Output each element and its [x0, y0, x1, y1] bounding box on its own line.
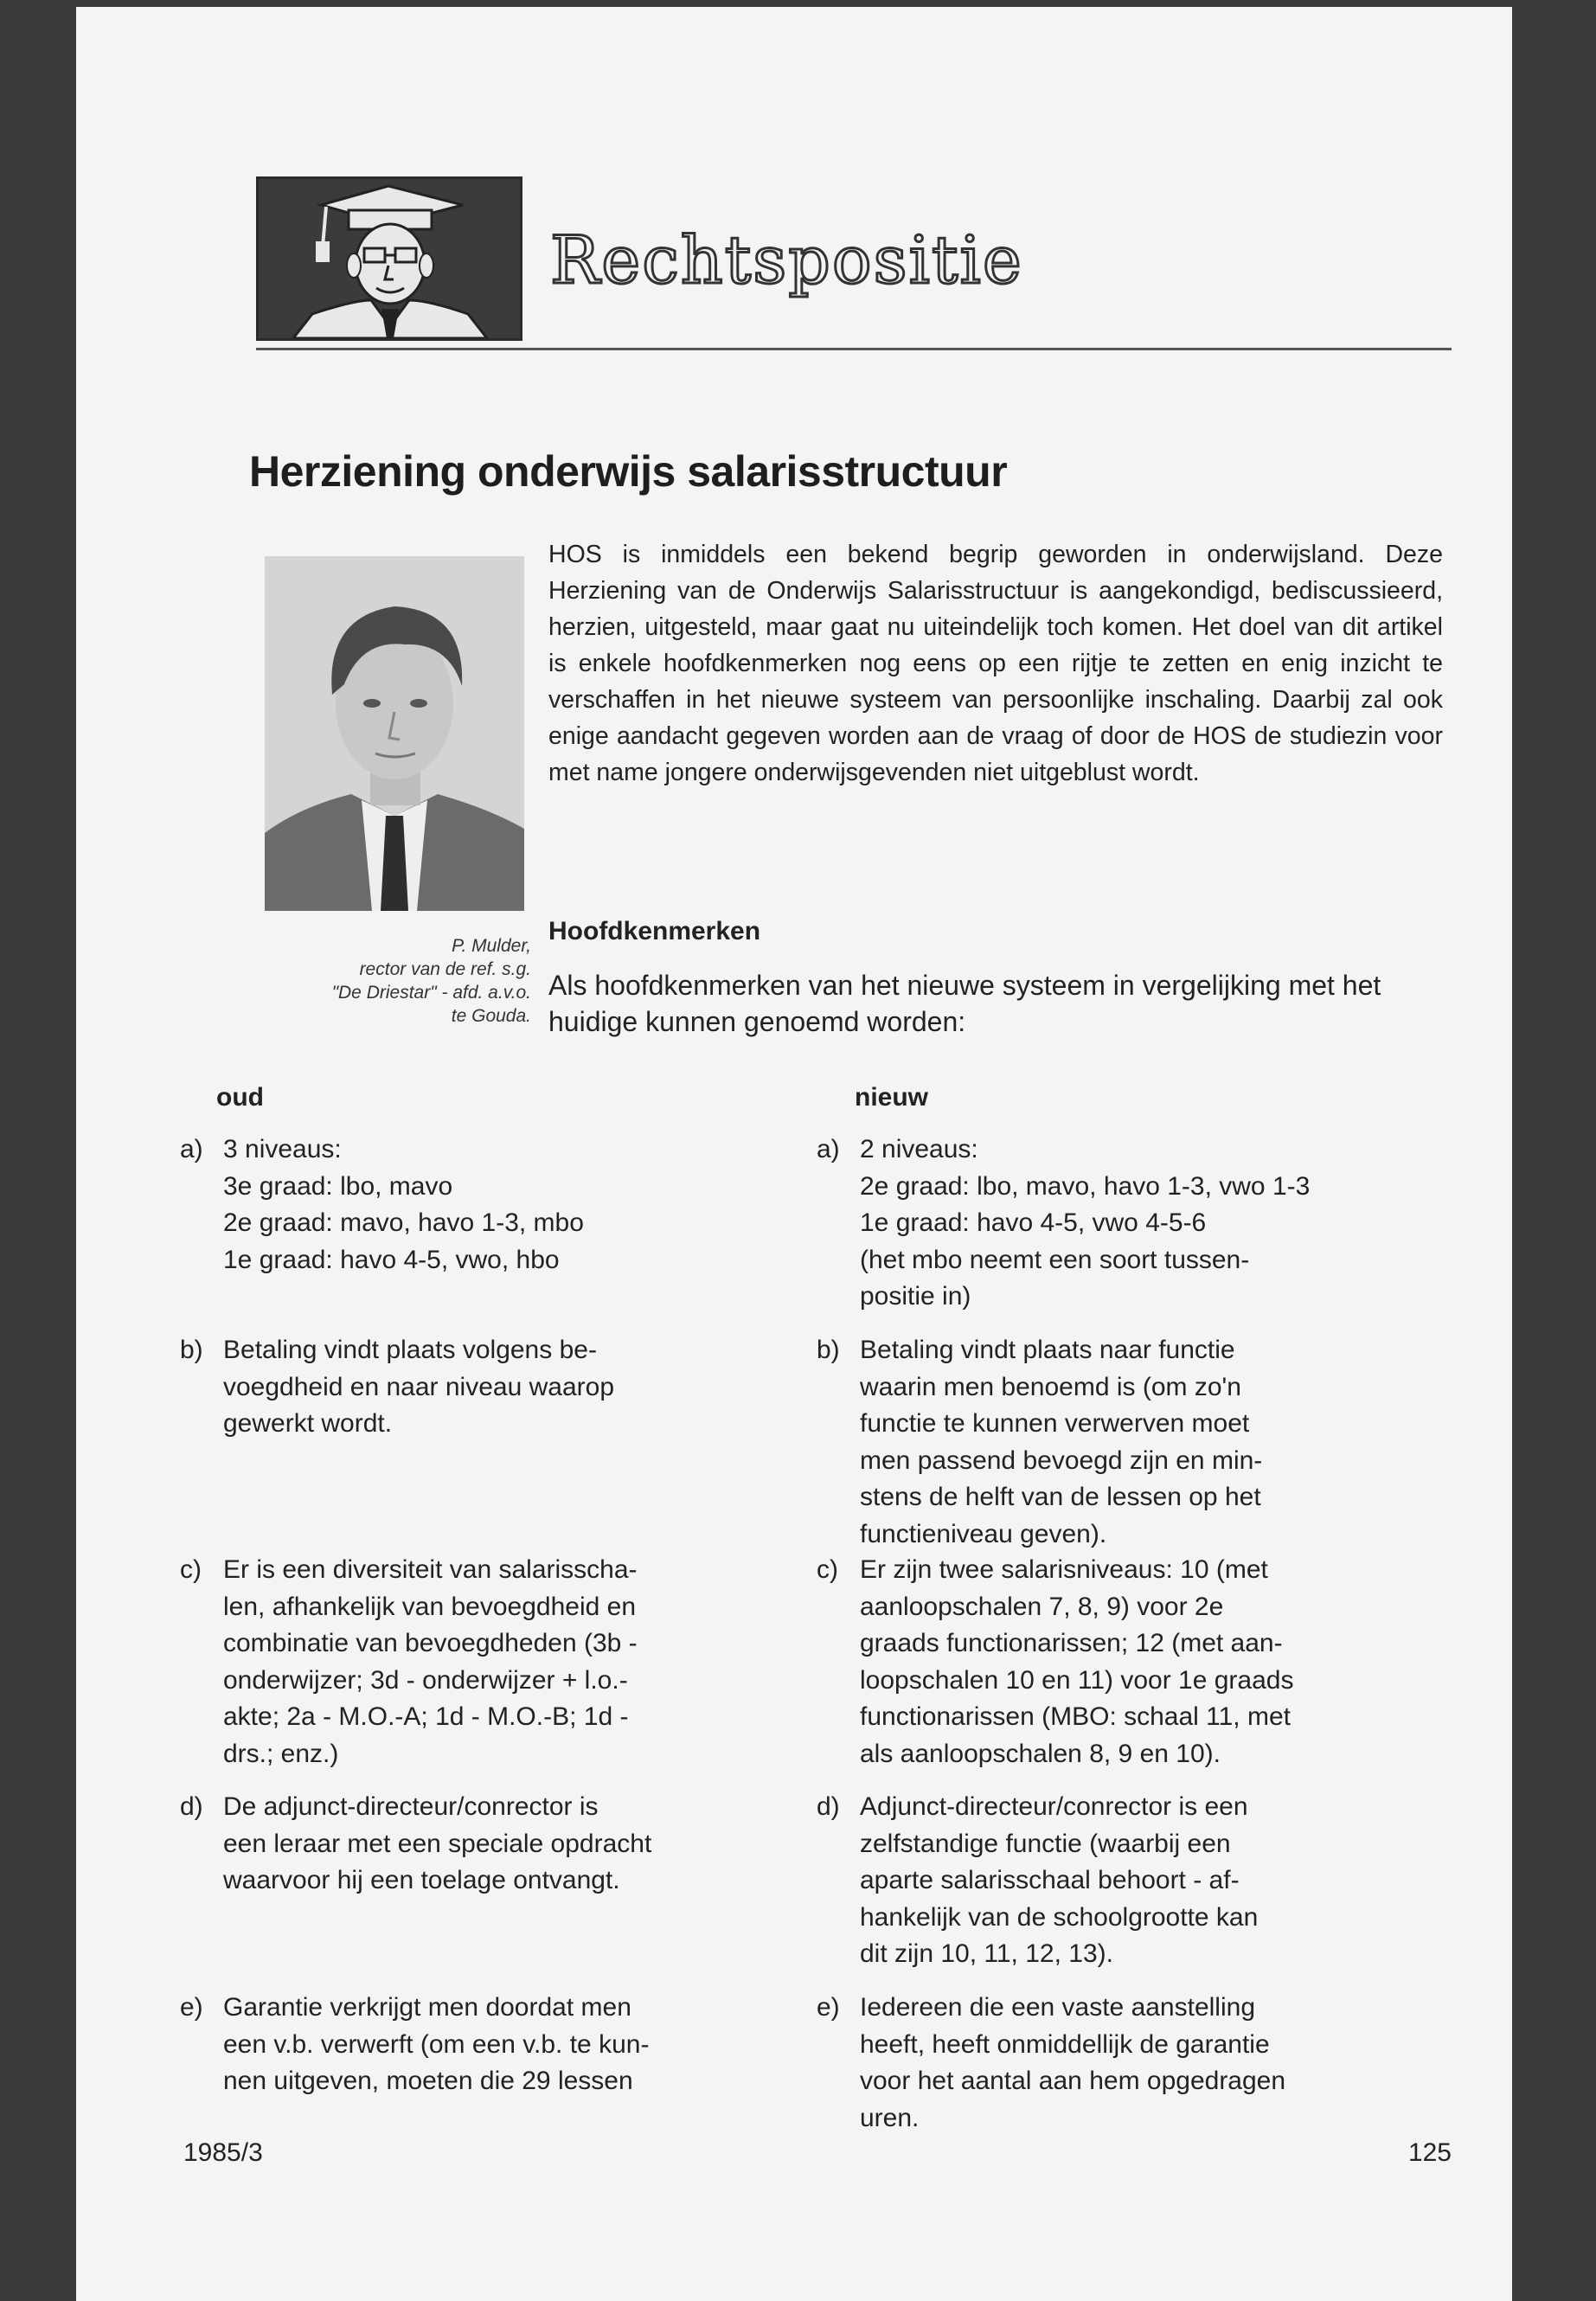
new-item: [817, 1552, 1457, 1772]
item-label: a): [180, 1135, 203, 1163]
item-label: a): [817, 1135, 840, 1163]
item-text: 2 niveaus: 2e graad: lbo, mavo, havo 1-3, vwo 1-3 1e graad: havo 4-5, vwo 4-5-6 (het mbo neemt een soort tussen- positie in): [860, 1135, 1311, 1311]
header-divider: [256, 348, 1452, 350]
old-item: [180, 1131, 820, 1279]
portrait-caption: [246, 934, 531, 1028]
section-logo: [256, 176, 522, 341]
page-number: 125: [1407, 2138, 1452, 2167]
item-text: 3 niveaus: 3e graad: lbo, mavo 2e graad: mavo, havo 1-3, mbo 1e graad: havo 4-5, vwo, hbo: [223, 1135, 584, 1274]
old-item: [180, 1332, 820, 1443]
item-label: e): [180, 1993, 203, 2022]
new-item: [817, 1990, 1457, 2137]
item-label: d): [180, 1792, 203, 1821]
item-label: b): [817, 1336, 840, 1364]
caption-line: rector van de ref. s.g.: [359, 959, 531, 979]
new-item: [817, 1789, 1457, 1973]
graduate-cap-icon: [259, 179, 520, 338]
caption-line: "De Driestar" - afd. a.v.o.: [331, 983, 531, 1003]
item-label: c): [180, 1555, 202, 1584]
item-text: Betaling vindt plaats naar functie waarin men benoemd is (om zo'n functie te kunnen verwerven moet men passend bevoegd zijn en min- stens de helft van de lessen op het functieniveau geven).: [860, 1336, 1263, 1548]
author-portrait: [265, 556, 524, 911]
document-page: [76, 7, 1512, 2301]
old-item: [180, 1789, 820, 1900]
article-title: Herziening onderwijs salarisstructuur: [249, 447, 1008, 496]
subheading: Hoofdkenmerken: [548, 917, 761, 945]
caption-line: te Gouda.: [451, 1006, 531, 1026]
caption-line: P. Mulder,: [452, 936, 531, 956]
item-text: Er zijn twee salarisniveaus: 10 (met aanloopschalen 7, 8, 9) voor 2e graads functionarissen; 12 (met aan- loopschalen 10 en 11) voor 1e graads functionarissen (MBO: schaal 11, met als aanloopschalen 8, 9 en 10).: [860, 1555, 1294, 1768]
old-item: [180, 1552, 820, 1772]
item-text: De adjunct-directeur/conrector is een leraar met een speciale opdracht waarvoor hij een toelage ontvangt.: [223, 1792, 652, 1894]
intro-paragraph: HOS is inmiddels een bekend begrip geworden in onderwijsland. Deze Herziening van de Onderwijs Salarisstructuur is aangekondigd, bediscussieerd, herzien, uitgesteld, maar gaat nu uiteindelijk toch komen. Het doel van dit artikel is enkele hoofdkenmerken nog eens op een rijtje te zetten en enig inzicht te verschaffen in het nieuwe systeem van persoonlijke inschaling. Daarbij zal ook enige aandacht gegeven worden aan de vraag of door de HOS de studiezin voor met name jongere onderwijsgevenden niet uitgeblust wordt.: [548, 541, 1443, 786]
item-text: Garantie verkrijgt men doordat men een v.b. verwerft (om een v.b. te kun- nen uitgeven, moeten die 29 lessen: [223, 1993, 650, 2095]
item-label: d): [817, 1792, 840, 1821]
item-text: Er is een diversiteit van salarisscha- len, afhankelijk van bevoegdheid en combinatie van bevoegdheden (3b - onderwijzer; 3d - onderwijzer + l.o.- akte; 2a - M.O.-A; 1d - M.O.-B; 1d - drs.; enz.): [223, 1555, 638, 1768]
subheading-intro: Als hoofdkenmerken van het nieuwe systeem in vergelijking met het huidige kunnen genoemd worden:: [548, 970, 1381, 1037]
old-item: [180, 1990, 820, 2100]
item-label: e): [817, 1993, 840, 2022]
item-label: c): [817, 1555, 838, 1584]
section-title: Rechtspositie: [550, 221, 1023, 298]
item-text: Iedereen die een vaste aanstelling heeft, heeft onmiddellijk de garantie voor het aantal aan hem opgedragen uren.: [860, 1993, 1286, 2132]
new-item: [817, 1131, 1457, 1316]
item-text: Adjunct-directeur/conrector is een zelfstandige functie (waarbij een aparte salarisschaal behoort - af- hankelijk van de schoolgrootte kan dit zijn 10, 11, 12, 13).: [860, 1792, 1259, 1968]
item-label: b): [180, 1336, 203, 1364]
issue-number: 1985/3: [183, 2138, 263, 2167]
old-column-header: oud: [216, 1083, 264, 1112]
item-text: Betaling vindt plaats volgens be- voegdheid en naar niveau waarop gewerkt wordt.: [223, 1336, 615, 1438]
new-item: [817, 1332, 1457, 1553]
new-column-header: nieuw: [855, 1083, 929, 1112]
